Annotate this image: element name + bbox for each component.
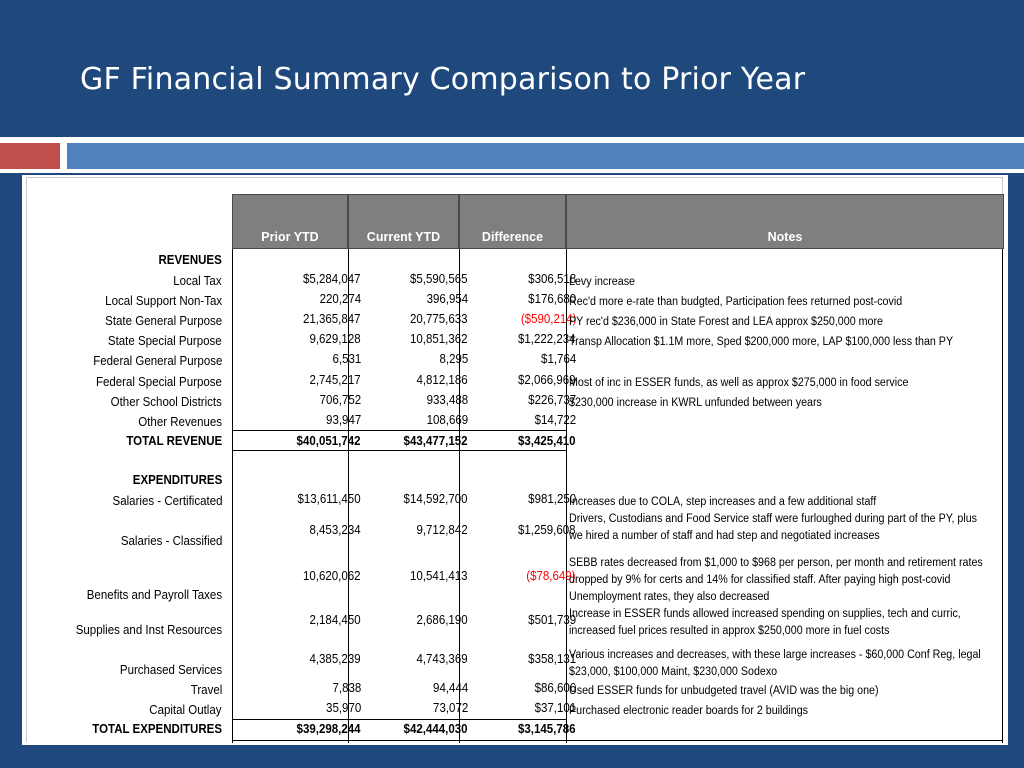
total-revenue-prior: $40,051,742 [297, 434, 361, 448]
prior-value: 2,745,217 [309, 373, 361, 387]
accent-bar-red [0, 143, 60, 169]
row-label: Capital Outlay [149, 703, 222, 717]
current-value: 10,851,362 [410, 332, 468, 346]
grid-line [1002, 249, 1003, 743]
prior-value: 35,970 [325, 701, 361, 715]
header-difference: Difference [459, 194, 566, 249]
difference-value-negative: ($590,214) [520, 312, 576, 326]
row-label: State General Purpose [105, 314, 222, 328]
accent-bar-blue [67, 143, 1024, 169]
grid-line [232, 719, 566, 720]
row-label: Supplies and Inst Resources [75, 623, 222, 637]
table-border [26, 177, 27, 742]
note-text: we hired a number of staff and had step and negotiated increases [569, 530, 880, 542]
current-value: 933,488 [426, 393, 468, 407]
current-value: 108,669 [426, 413, 468, 427]
prior-value: 93,947 [325, 413, 361, 427]
note-text: SEBB rates decreased from $1,000 to $968 per person, per month and retirement rates [569, 557, 983, 569]
difference-value: $501,739 [528, 613, 576, 627]
note-text: increased fuel prices resulted in approx $250,000 more in fuel costs [569, 625, 890, 637]
difference-value: $1,259,608 [518, 523, 576, 537]
difference-value: $14,722 [534, 413, 576, 427]
row-label: Local Support Non-Tax [105, 294, 222, 308]
accent-gap [60, 143, 67, 169]
row-label: Salaries - Certificated [112, 494, 222, 508]
difference-value: $86,606 [534, 681, 576, 695]
section-heading-expenditures: EXPENDITURES [132, 473, 222, 487]
slide-title: GF Financial Summary Comparison to Prior Year [80, 62, 806, 97]
prior-value: 2,184,450 [309, 613, 361, 627]
difference-value: $1,222,234 [518, 332, 576, 346]
prior-value: 706,752 [319, 393, 361, 407]
note-text: Used ESSER funds for unbudgeted travel (AVID was the big one) [569, 685, 879, 697]
total-revenue-difference: $3,425,410 [518, 434, 576, 448]
current-value: 4,812,186 [416, 373, 468, 387]
note-text: Purchased electronic reader boards for 2 buildings [569, 705, 808, 717]
note-text: Increase in ESSER funds allowed increased spending on supplies, tech and curric, [569, 608, 961, 620]
row-label: Travel [190, 683, 222, 697]
difference-value: $2,066,969 [518, 373, 576, 387]
difference-value-negative: ($78,649) [526, 569, 576, 583]
prior-value: 8,453,234 [309, 523, 361, 537]
row-label: Other Revenues [138, 415, 222, 429]
difference-value: $37,101 [534, 701, 576, 715]
prior-value: 21,365,847 [303, 312, 361, 326]
current-value: 8,295 [439, 352, 468, 366]
difference-value: $1,764 [540, 352, 576, 366]
section-heading-revenues: REVENUES [158, 253, 222, 267]
current-value: $5,590,565 [410, 272, 468, 286]
table-border [26, 177, 1002, 178]
total-expenditures-label: TOTAL EXPENDITURES [92, 722, 222, 736]
row-label: Benefits and Payroll Taxes [86, 588, 222, 602]
current-value: 9,712,842 [416, 523, 468, 537]
total-expenditures-difference: $3,145,786 [518, 722, 576, 736]
note-text: $230,000 increase in KWRL unfunded between years [569, 397, 822, 409]
prior-value: 220,274 [319, 292, 361, 306]
current-value: 2,686,190 [416, 613, 468, 627]
note-text: $23,000, $100,000 Maint, $230,000 Sodexo [569, 666, 778, 678]
note-text: Most of inc in ESSER funds, as well as approx $275,000 in food service [569, 377, 909, 389]
grid-line [232, 740, 566, 741]
difference-value: $306,518 [528, 272, 576, 286]
prior-value: 7,838 [332, 681, 361, 695]
difference-value: $981,250 [528, 492, 576, 506]
prior-value: 9,629,128 [309, 332, 361, 346]
current-value: 4,743,369 [416, 652, 468, 666]
prior-value: $13,611,450 [297, 492, 361, 506]
row-label: Local Tax [173, 274, 222, 288]
row-label: Purchased Services [119, 663, 222, 677]
prior-value: $5,284,047 [303, 272, 361, 286]
header-notes: Notes [566, 194, 1004, 249]
total-expenditures-prior: $39,298,244 [297, 722, 361, 736]
note-text: Various increases and decreases, with these large increases - $60,000 Conf Reg, legal [569, 649, 981, 661]
divider [0, 169, 1024, 173]
current-value: 396,954 [426, 292, 468, 306]
row-label: Salaries - Classified [120, 534, 222, 548]
row-label: Other School Districts [110, 395, 222, 409]
prior-value: 6,531 [332, 352, 361, 366]
note-text: Unemployment rates, they also decreased [569, 591, 770, 603]
row-label: Federal General Purpose [92, 354, 222, 368]
current-value: 94,444 [432, 681, 468, 695]
header-current-ytd: Current YTD [348, 194, 459, 249]
note-text: Drivers, Custodians and Food Service staff were furloughed during part of the PY, plus [569, 513, 978, 525]
prior-value: 4,385,239 [309, 652, 361, 666]
note-text: Transp Allocation $1.1M more, Sped $200,000 more, LAP $100,000 less than PY [569, 336, 954, 348]
note-text: Rec'd more e-rate than budgted, Participation fees returned post-covid [569, 296, 903, 308]
note-text: Levy increase [569, 276, 636, 288]
total-revenue-current: $43,477,152 [404, 434, 468, 448]
current-value: 20,775,633 [410, 312, 468, 326]
row-label: Federal Special Purpose [96, 375, 222, 389]
prior-value: 10,620,062 [303, 569, 361, 583]
current-value: 73,072 [432, 701, 468, 715]
financial-table [22, 175, 1008, 745]
current-value: $14,592,700 [404, 492, 468, 506]
header-prior-ytd: Prior YTD [232, 194, 348, 249]
title-bar [0, 0, 1024, 137]
total-expenditures-current: $42,444,030 [404, 722, 468, 736]
difference-value: $358,131 [528, 652, 576, 666]
total-revenue-label: TOTAL REVENUE [126, 434, 222, 448]
difference-value: $226,737 [528, 393, 576, 407]
grid-line [232, 249, 233, 743]
current-value: 10,541,413 [410, 569, 468, 583]
note-text: PY rec'd $236,000 in State Forest and LEA approx $250,000 more [569, 316, 884, 328]
row-label: State Special Purpose [108, 334, 222, 348]
note-text: dropped by 9% for certs and 14% for classified staff. After paying high post-covid [569, 574, 951, 586]
note-text: Increases due to COLA, step increases and a few additional staff [569, 496, 877, 508]
grid-line [566, 740, 1002, 741]
grid-line [232, 450, 566, 451]
difference-value: $176,680 [528, 292, 576, 306]
grid-line [232, 430, 566, 431]
